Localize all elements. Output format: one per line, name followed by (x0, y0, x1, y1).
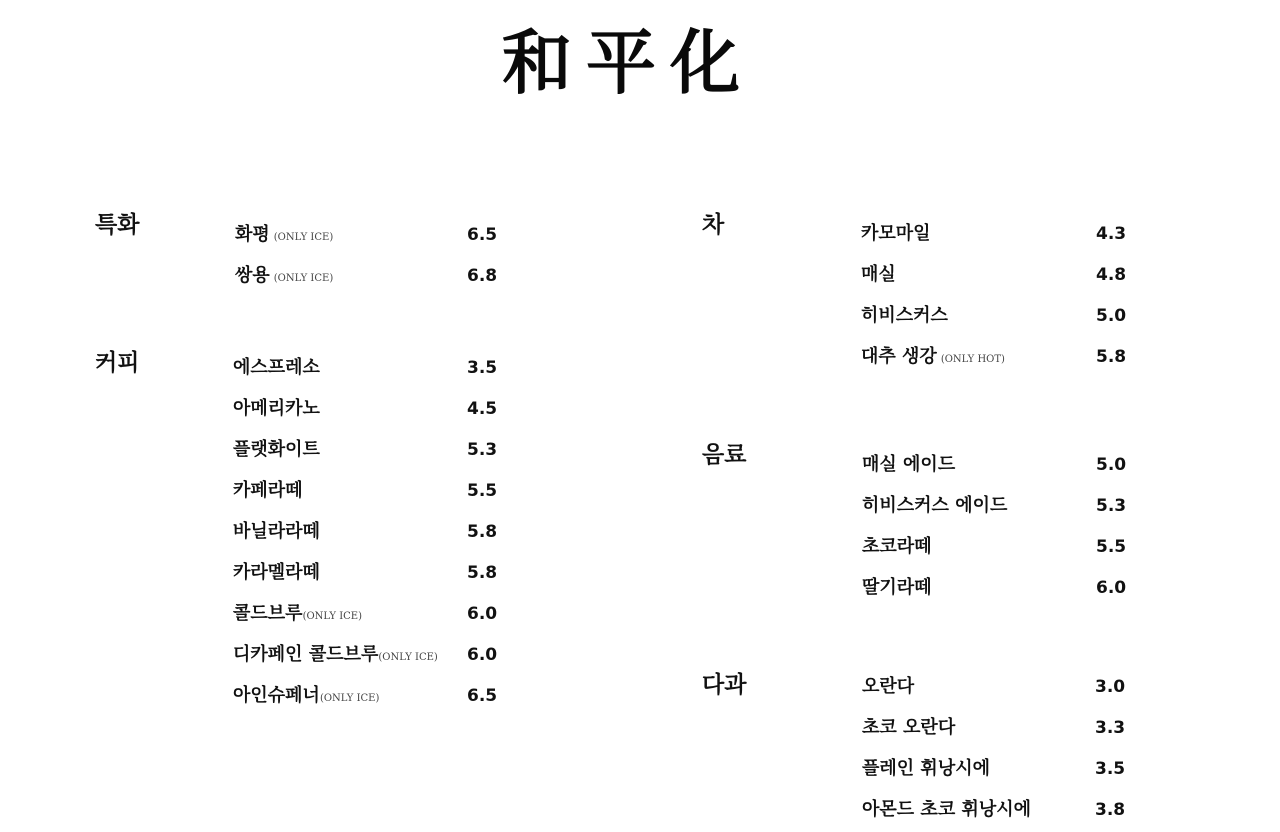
item-name: 바닐라라떼 (233, 521, 320, 542)
section-coffee (95, 348, 525, 718)
item-price: 5.3 (467, 440, 498, 460)
item-name: 플레인 휘낭시에 (862, 758, 990, 779)
item-price: 5.8 (467, 522, 498, 542)
item-price: 5.8 (467, 563, 498, 583)
item-name: 아메리카노 (233, 398, 320, 419)
item-price: 3.8 (1095, 800, 1126, 820)
menu-title: 和平化 (502, 21, 754, 104)
item-price: 5.0 (1096, 455, 1127, 475)
item-name: 카모마일 (861, 223, 931, 244)
item-price: 3.5 (467, 358, 498, 378)
item-price: 6.0 (467, 604, 498, 624)
item-name: 화평 (235, 224, 270, 245)
category-label: 차 (702, 211, 725, 238)
item-name: 에스프레소 (233, 357, 320, 378)
item-price: 6.0 (467, 645, 498, 665)
item-name: 초코라떼 (862, 536, 932, 557)
item-name: 플랫화이트 (233, 439, 320, 460)
section-tea (702, 210, 1152, 380)
item-price: 5.5 (1096, 537, 1127, 557)
item-price: 5.3 (1096, 496, 1127, 516)
item-note: (ONLY ICE) (273, 273, 334, 284)
item-name: 대추 생강 (861, 346, 937, 367)
item-price: 4.3 (1096, 224, 1127, 244)
category-label: 음료 (702, 441, 747, 468)
item-name: 카라멜라떼 (233, 562, 320, 583)
item-name: 카페라떼 (233, 480, 303, 501)
item-name: 오란다 (862, 676, 915, 697)
item-price: 5.8 (1096, 347, 1127, 367)
section-specialty (95, 210, 525, 290)
item-price: 3.3 (1095, 718, 1126, 738)
item-price: 6.0 (1096, 578, 1127, 598)
section-snacks (702, 670, 1152, 830)
item-name: 매실 (861, 264, 896, 285)
item-name: 아몬드 초코 휘낭시에 (862, 799, 1032, 820)
category-label: 다과 (702, 671, 747, 698)
item-price: 5.5 (467, 481, 498, 501)
item-note: (ONLY ICE) (319, 693, 380, 704)
item-price: 6.5 (467, 225, 498, 245)
item-name: 히비스커스 (861, 305, 948, 326)
item-price: 6.8 (467, 266, 498, 286)
item-note: (ONLY ICE) (378, 652, 438, 663)
item-note: (ONLY ICE) (273, 232, 334, 243)
item-name: 딸기라떼 (862, 577, 932, 598)
item-name: 히비스커스 에이드 (862, 495, 1008, 516)
item-name: 디카페인 콜드브루 (233, 644, 379, 665)
item-name: 매실 에이드 (862, 454, 956, 475)
item-name: 아인슈페너 (233, 685, 320, 706)
item-name: 초코 오란다 (862, 717, 956, 738)
item-price: 4.5 (467, 399, 498, 419)
item-note: (ONLY ICE) (302, 611, 362, 622)
section-drinks (702, 440, 1152, 610)
item-note: (ONLY HOT) (940, 354, 1005, 365)
item-name: 쌍용 (235, 265, 270, 286)
category-label: 커피 (95, 349, 140, 376)
item-price: 5.0 (1096, 306, 1127, 326)
item-name: 콜드브루 (233, 603, 303, 624)
item-price: 3.0 (1095, 677, 1126, 697)
category-label: 특화 (95, 211, 140, 238)
item-price: 3.5 (1095, 759, 1126, 779)
item-price: 6.5 (467, 686, 498, 706)
item-price: 4.8 (1096, 265, 1127, 285)
